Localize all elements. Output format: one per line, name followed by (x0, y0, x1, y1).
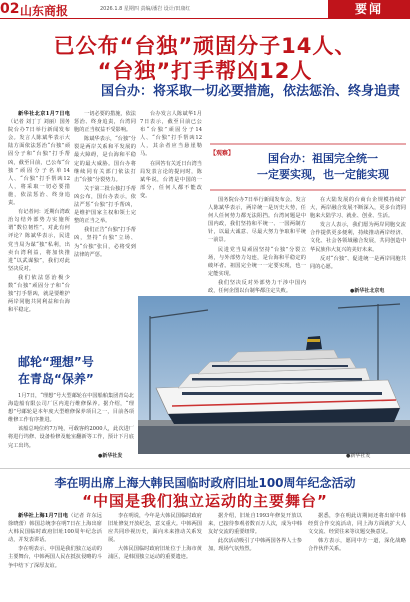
article-paragraph: 李在明说，今年是大韩民国临时政府旧址修复开放纪念，意义重大。中韩两国应共同珍视历史，面向未来推动关系发展。 (108, 513, 202, 544)
article-paragraph: 关于第二批台独打手帮凶公布，国台办表示，依法严惩“台独”打手帮凶，是维护国家主权和领土完整的正当之举。 (74, 185, 136, 225)
article-paragraph: 大韩民国临时政府旧址位于上海市黄浦区，是韩国独立运动的重要遗迹。 (108, 546, 202, 561)
section-divider (0, 468, 410, 469)
article-paragraph: 新华社北京1月7日电（记者 刘丁丁 刘丽）国务院台办7日举行新闻发布会。发言人陈斌华表示大陆方面依法惩治“台独”顽固分子和“台独”打手帮凶，截至目前，已公布“台独”顽固分子名单14人、“台独”打手帮凶12人，将采取一切必要措施，依法惩治、终身追责。 (8, 111, 70, 207)
page-header (0, 0, 410, 18)
article-paragraph: 据介绍，旧址自1993年修复开放以来，已接待参观者数百万人次，成为中韩友好交流的重要纽带。 (208, 513, 302, 536)
article-paragraph: 1月7日，“理想”号大型邮轮在中国船舶集团青岛北海造船有限公司厂区内进行维修保养。据介绍，“理想”号邮轮是本年度大型维修保养项目之一，目前各项维修工作有序推进。 (8, 393, 134, 424)
article-paragraph: 李在明表示，中国是我们独立运动的主要舞台，中韩两国人民在抵抗侵略的斗争中结下了深厚友谊。 (8, 546, 102, 569)
article-byline: 新华社北京1月7日电 (18, 111, 70, 117)
article-paragraph: 有记者问：近期台湾政治勾结外部势力实施所谓“数位韧性”，对此有何评论？陈斌华表示，民进党当局为谋“独”私利，出卖台湾利益，将加快推进“以武谋独”，我们对此坚决反对。 (8, 209, 70, 272)
article-paragraph: 我们正告“台独”打手帮凶，坚持“台独”立场、为“台独”张目，必将受到法律的严惩。 (74, 227, 136, 258)
commentary-title1: 国台办：祖国完全统一 (268, 152, 378, 165)
page-number: 02 (0, 1, 20, 17)
main-article-col3 (140, 110, 202, 296)
headline-subtitle: 国台办：将采取一切必要措施，依法惩治、终身追责 (100, 84, 400, 99)
newspaper-name: 山东商报 (20, 4, 69, 18)
commentary-col1 (208, 196, 306, 294)
article-paragraph: 民进党当局顽固坚持“台独”分裂立场，与外部势力勾连，是台海和平稳定的破坏者。祖国完全统一一定要实现，也一定能实现。 (208, 246, 306, 277)
article-paragraph: 台办发言人陈斌华1月7日表示，截至目前已公布“台独”顽固分子14人、“台独”打手帮凶12人，其余者应当悬崖勒马。 (140, 111, 202, 158)
second-article-col1 (8, 512, 102, 600)
article-paragraph: 新华社上海1月7日电（记者 许东远 徐晓蕾）韩国总统李在明7日在上海出席大韩民国临时政府旧址100周年纪念活动，并发表讲话。 (8, 513, 102, 544)
commentary-credit: ●新华社北京电 (350, 288, 385, 294)
cruise-ship-illustration (138, 296, 410, 454)
commentary-title2: 一定要实现，也一定能实现 (257, 168, 389, 181)
commentary-tag: 【观察】 (210, 150, 235, 157)
issue-meta: 2026.1.8 星期四 责编/潘岩 设计/田康红 (100, 6, 191, 12)
second-headline-line1: 李在明出席上海大韩民国临时政府旧址100周年纪念活动 (54, 476, 356, 490)
sidebar-body (8, 392, 134, 452)
article-paragraph: 此次活动吸引了中韩两国各界人士参加，现场气氛热烈。 (208, 538, 302, 553)
article-paragraph: 该船总吨位约7万吨，可载客约2000人，此次进厂将进行坞修、设备检修及舱室翻新等工作，预计下月底完工出坞。 (8, 426, 134, 449)
article-paragraph: 反对“台独”、促进统一是两岸同胞共同的心愿。 (310, 255, 406, 270)
second-article-col2 (108, 512, 202, 600)
article-paragraph: 陈斌华表示，“台独”分裂是两岸关系和平发展的最大障碍，是台海和平稳定的最大威胁。国台办将继续同有关部门依法打击“台独”分裂势力。 (74, 136, 136, 183)
article-paragraph: 在大陆发展的台商台企规模持续扩大，两岸融合发展不断深入，更多台湾同胞来大陆学习、就业、创业、生活。 (310, 197, 406, 220)
article-paragraph: 发言人表示，我们愿为两岸同胞交流合作提供更多便利，持续推动两岸经济、文化、社会各领域融合发展，共同创造中华民族伟大复兴的美好未来。 (310, 222, 406, 253)
header-rule (0, 18, 410, 19)
sidebar-title1: 邮轮“理想”号 (18, 355, 94, 369)
second-article-col3 (208, 512, 302, 600)
main-article-col2 (74, 110, 136, 300)
main-article-col1 (8, 110, 70, 342)
second-article-col4 (308, 512, 406, 600)
second-headline-line2: “中国是我们独立运动的主要舞台” (82, 492, 328, 510)
sidebar-credit: ●新华社发 (98, 453, 123, 459)
article-paragraph: 韩方表示，愿同中方一道，深化战略合作伙伴关系。 (308, 538, 406, 553)
section-label: 要闻 (328, 0, 410, 18)
photo-credit: ●新华社发 (346, 453, 371, 459)
article-byline: 新华社上海1月7日电 (18, 513, 69, 519)
headline-line1: 已公布“台独”顽固分子14人、 (53, 34, 357, 58)
article-paragraph: 据悉，李在明此访期间还将出席中韩经贸合作交流活动，同上海方面就扩大人文交流、经贸往来等议题交换意见。 (308, 513, 406, 536)
sidebar-title2: 在青岛“保养” (18, 372, 94, 386)
article-paragraph: 我们坚决反对外部势力干涉中国内政，任何企图以台制华都注定失败。 (208, 279, 306, 294)
article-paragraph: 在回答有关近日台湾当局发表言论的提问时，陈斌华说，台湾是中国的一部分，任何人都不能改变。 (140, 160, 202, 199)
headline-line2: “台独”打手帮凶12人 (97, 59, 313, 83)
article-paragraph: 我们依法惩治极少数“台独”顽固分子和“台独”打手帮凶，就是要维护两岸同胞共同利益和台海和平稳定。 (8, 274, 70, 314)
commentary-col2 (310, 196, 406, 294)
cruise-ship-photo (138, 296, 410, 454)
article-paragraph: 一切必要的措施，依法惩治、终身追责，台湾同胞的正当权益不受影响。 (74, 111, 136, 134)
article-paragraph: 国务院台办7日举行新闻发布会。发言人陈斌华表示，两岸统一是历史大势，任何人任何势力都无法阻挡。台湾问题是中国内政，我们坚持和平统一、一国两制方针，以最大诚意、尽最大努力争取和平统一前景。 (208, 197, 306, 244)
